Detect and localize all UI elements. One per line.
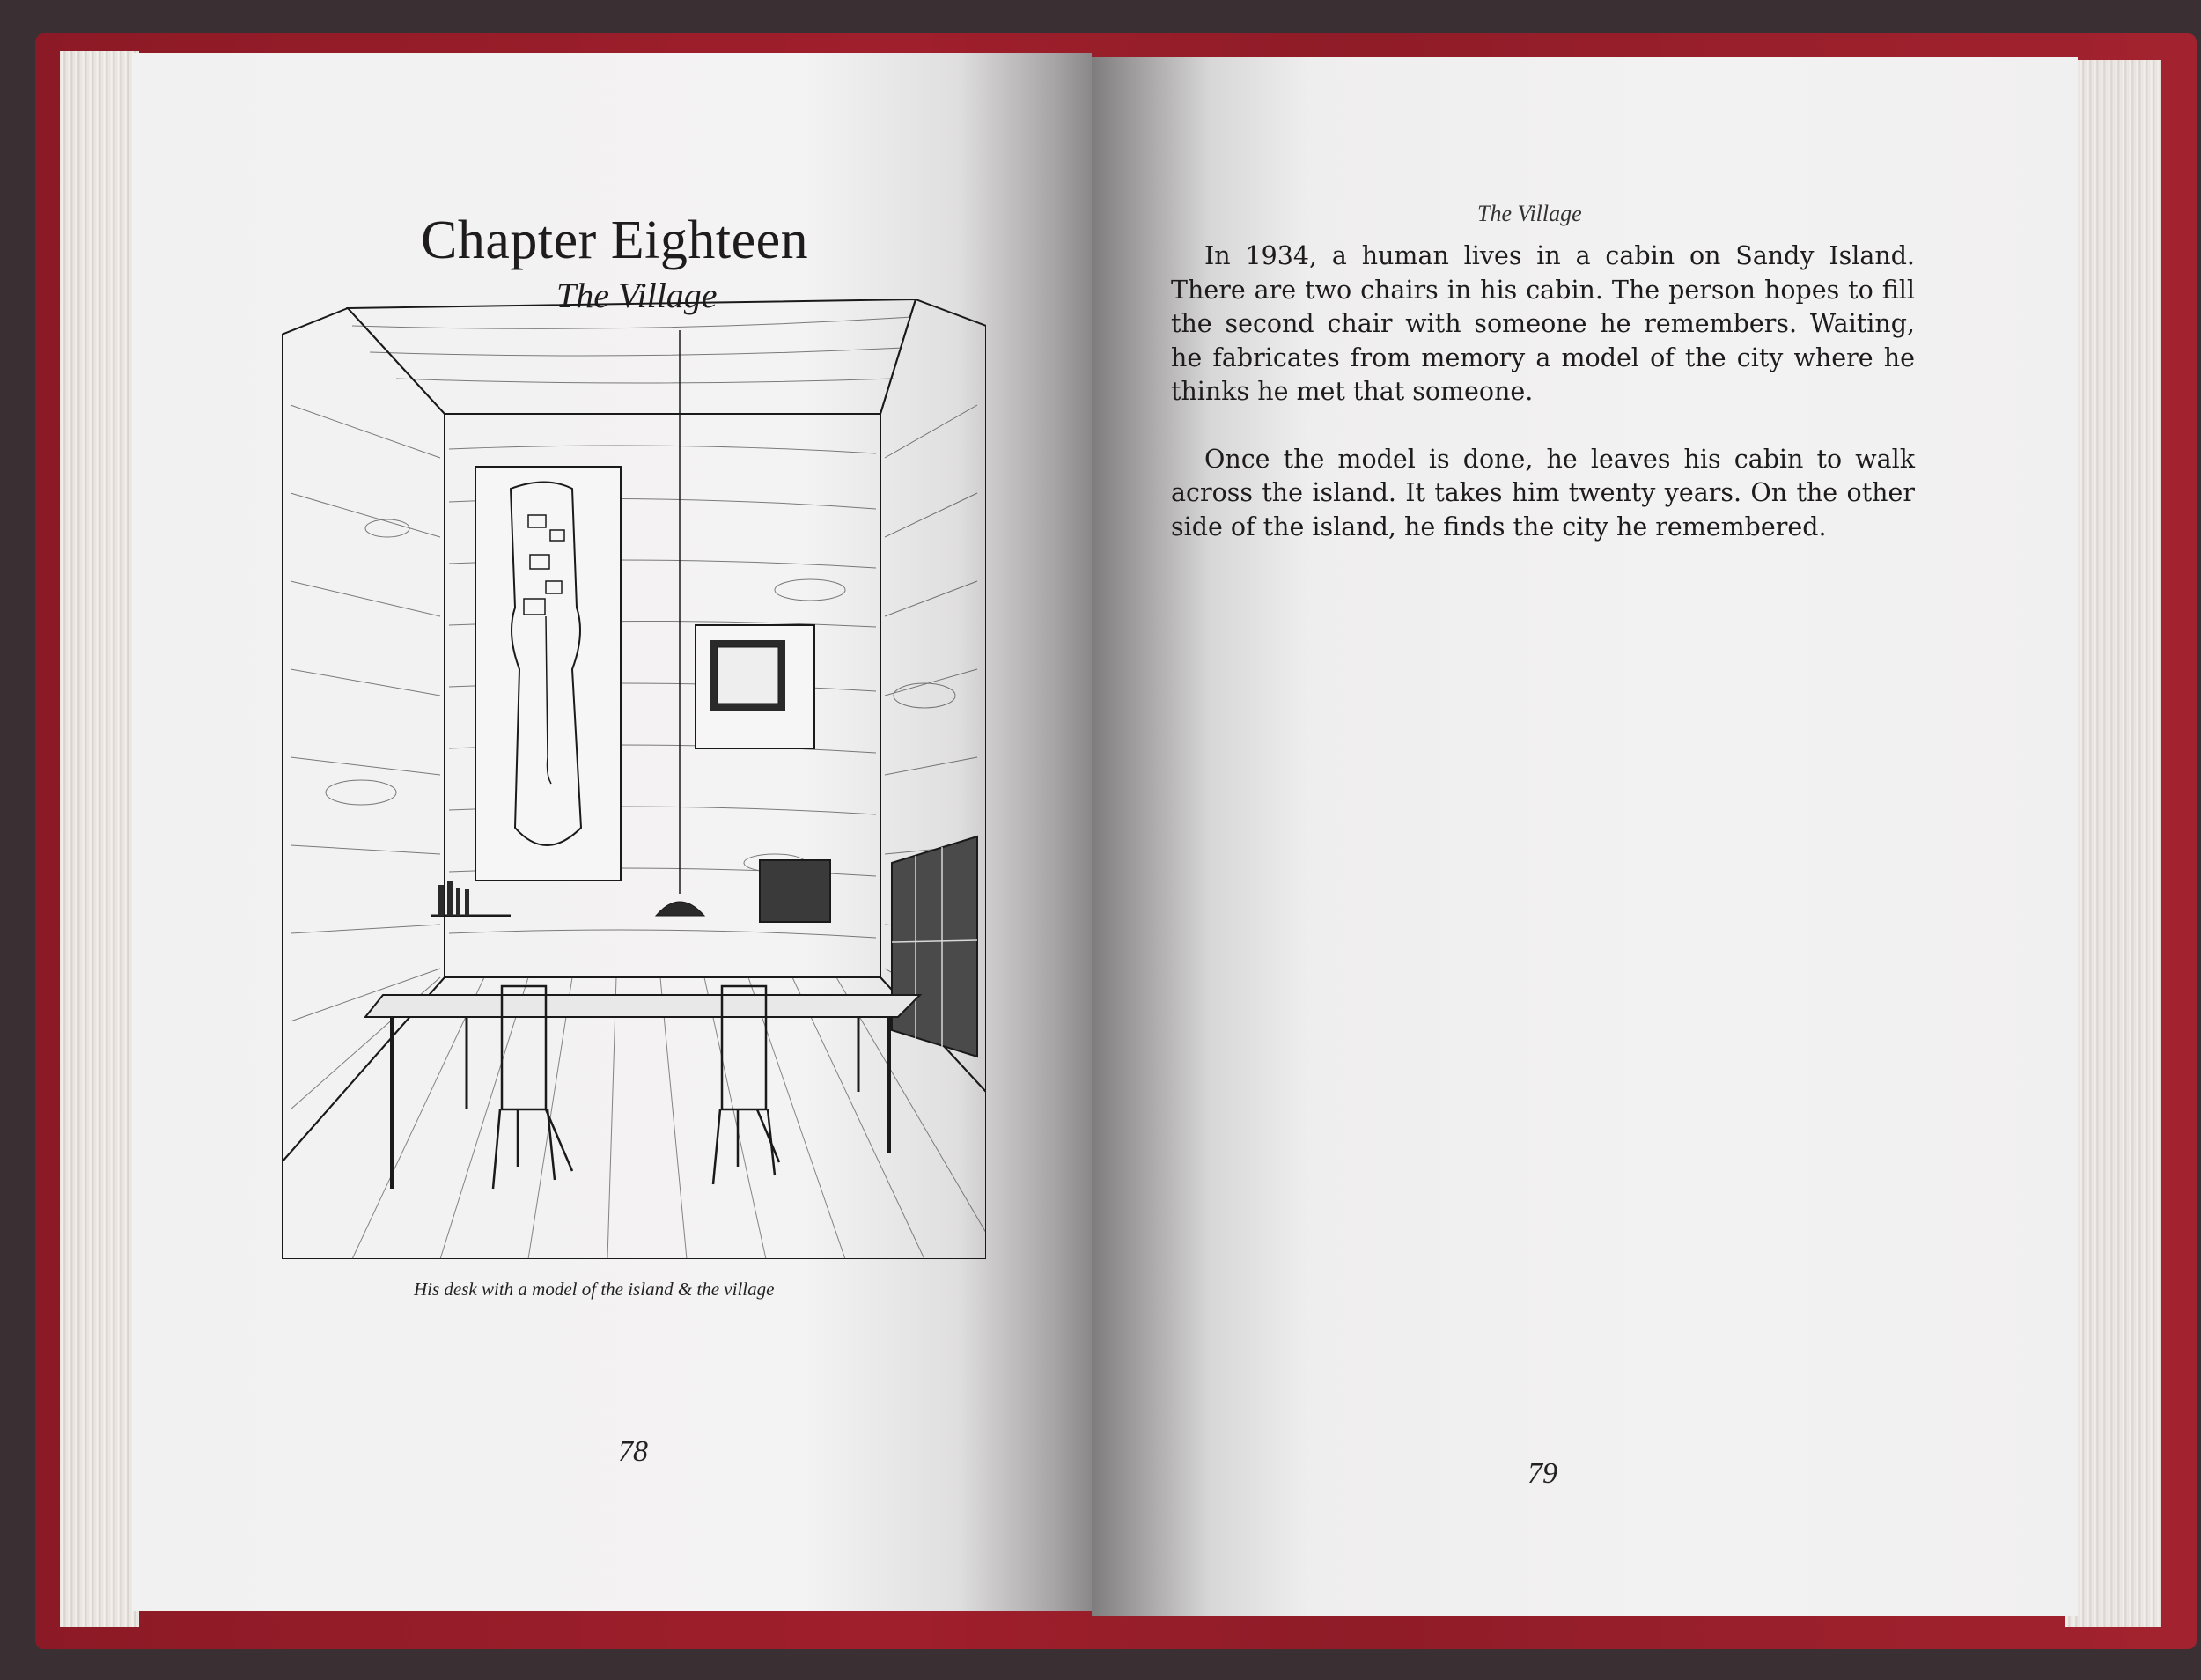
cabin-interior-illustration	[282, 299, 986, 1259]
page-number-right: 79	[1527, 1457, 1557, 1490]
page-edges-right	[2065, 60, 2161, 1627]
chapter-subtitle: The Village	[556, 276, 718, 315]
paragraph: In 1934, a human lives in a cabin on Sandy Island. There are two chairs in his cabin. The person hopes to fill the second chair with someone he remembers. Waiting, he fabricates from memory a model of the city where he thinks he met that someone.	[1171, 241, 1915, 406]
paragraph: Once the model is done, he leaves his cabin to walk across the island. It takes him twenty years. On the other side of the island, he finds the city he remembered.	[1171, 444, 1915, 542]
chapter-title: Chapter Eighteen	[421, 210, 809, 270]
page-number-left: 78	[618, 1435, 648, 1468]
running-head: The Village	[1477, 201, 1582, 226]
illustration-caption: His desk with a model of the island & the village	[414, 1278, 775, 1300]
page-edges-left	[60, 51, 139, 1627]
body-text	[1171, 239, 1915, 578]
